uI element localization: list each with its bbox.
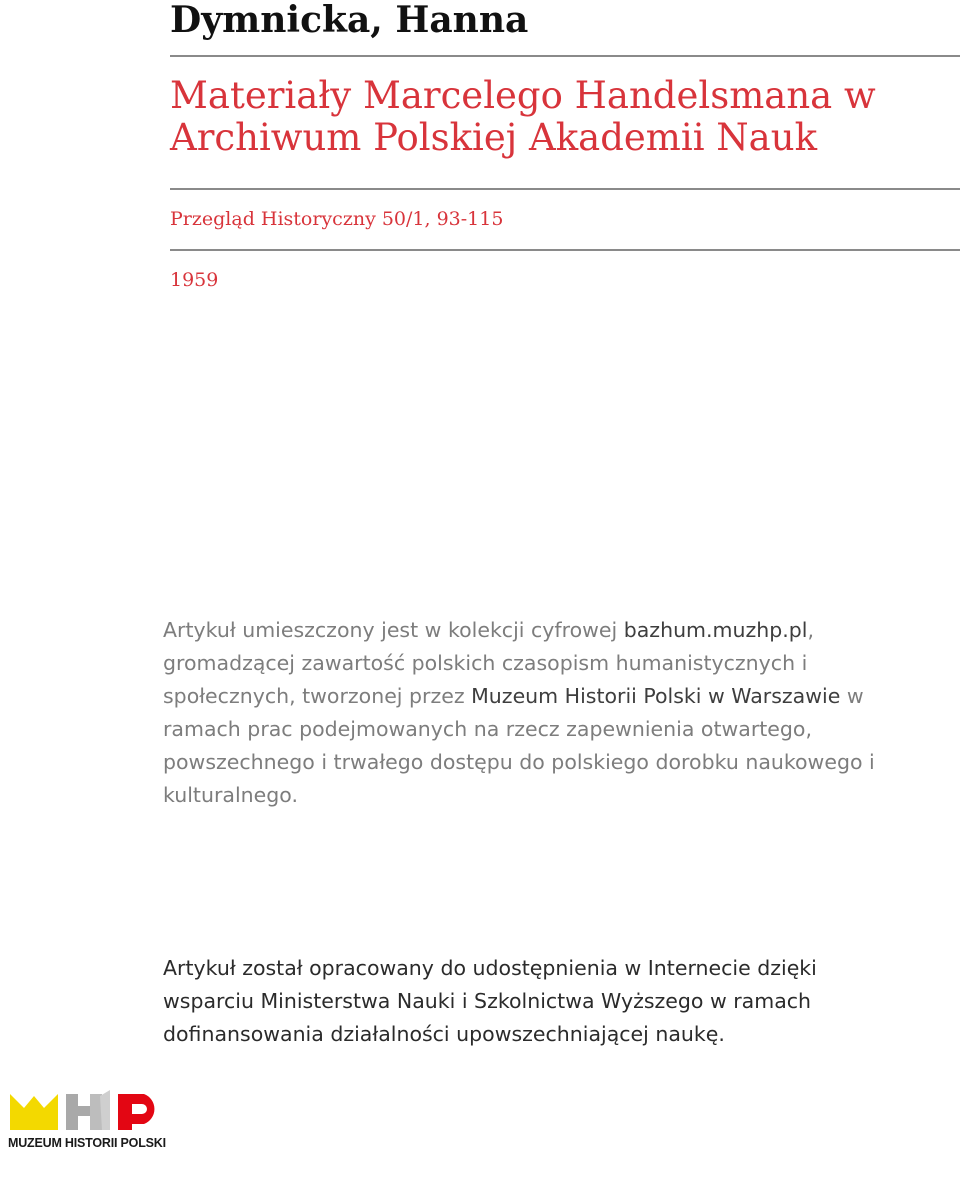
info-text-part3: w ramach prac podejmowanych na rzecz zapewnienia otwartego, powszechnego i trwałego dostępu do polskiego dorobku naukowego i kulturalnego. (163, 684, 875, 807)
divider-top (170, 55, 960, 57)
museum-logo (8, 1088, 168, 1152)
publication-year: 1959 (170, 269, 219, 291)
logo-caption: MUZEUM HISTORII POLSKI (8, 1136, 166, 1150)
article-title: Materiały Marcelego Handelsmana w Archiwum Polskiej Akademii Nauk (170, 74, 876, 159)
funding-note: Artykuł został opracowany do udostępnienia w Internecie dzięki wsparciu Ministerstwa Nauki i Szkolnictwa Wyższego w ramach dofinansowania działalności upowszechniającej naukę. (163, 956, 817, 1046)
bazhum-site-link[interactable]: bazhum.muzhp.pl (623, 618, 808, 642)
collection-info-paragraph (163, 614, 883, 812)
divider-middle (170, 188, 960, 190)
author-name: Dymnicka, Hanna (170, 0, 529, 41)
info-text-part1: Artykuł umieszczony jest w kolekcji cyfrowej (163, 618, 624, 642)
divider-bottom (170, 249, 960, 251)
mhp-logo-icon (8, 1088, 168, 1136)
source-citation: Przegląd Historyczny 50/1, 93-115 (170, 208, 504, 230)
museum-name: Muzeum Historii Polski w Warszawie (471, 684, 841, 708)
info-text-part2: , gromadzącej zawartość polskich czasopism humanistycznych i społecznych, tworzonej przez (163, 618, 815, 708)
